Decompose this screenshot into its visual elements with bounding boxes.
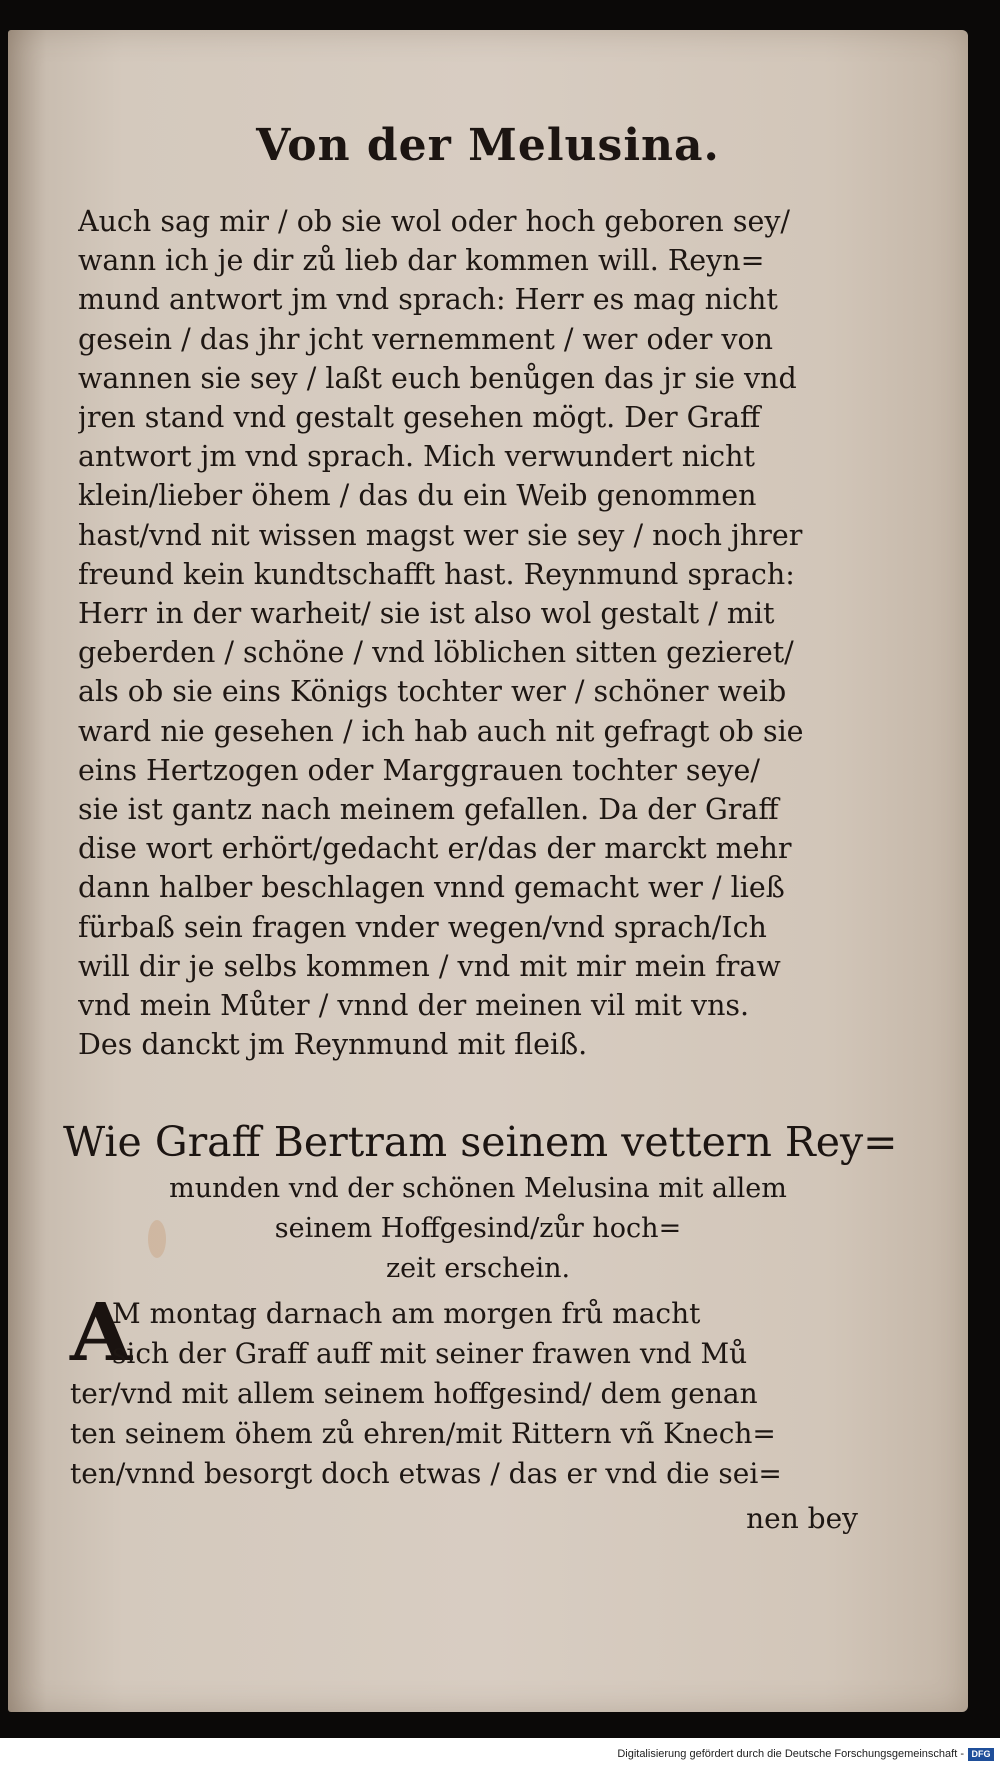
- chapter-text: [70, 1285, 878, 1494]
- text-line: dise wort erhört/gedacht er/das der marckt mehr: [78, 832, 792, 866]
- text-line: eins Hertzogen oder Marggrauen tochter seye/: [78, 753, 760, 787]
- text-line: Des danckt jm Reynmund mit fleiß.: [78, 1028, 588, 1062]
- text-line: sie ist gantz nach meinem gefallen. Da der Graff: [78, 793, 779, 827]
- text-line: jren stand vnd gestalt gesehen mögt. Der Graff: [78, 401, 761, 435]
- heading-line: zeit erschein.: [385, 1253, 571, 1284]
- text-line: Herr in der warheit/ sie ist also wol gestalt / mit: [78, 597, 775, 631]
- text-line: gesein / das jhr jcht vernemment / wer oder von: [78, 322, 774, 356]
- body-text: [78, 202, 878, 1064]
- text-line: fürbaß sein fragen vnder wegen/vnd sprach/Ich: [78, 910, 767, 944]
- text-line: sich der Graff auff mit seiner frawen vnd Mů: [112, 1337, 748, 1370]
- text-line: hast/vnd nit wissen magst wer sie sey / noch jhrer: [78, 518, 803, 552]
- heading-line: munden vnd der schönen Melusina mit allem: [169, 1173, 787, 1204]
- text-line: als ob sie eins Königs tochter wer / schöner weib: [78, 675, 787, 709]
- chapter-heading: [63, 1115, 898, 1289]
- catchword: nen bey: [746, 1502, 858, 1535]
- text-line: klein/lieber öhem / das du ein Weib genommen: [78, 479, 757, 513]
- initial-letter: A: [70, 1285, 133, 1379]
- running-title: Von der Melusina.: [256, 120, 720, 171]
- text-line: antwort jm vnd sprach. Mich verwundert nicht: [78, 440, 755, 474]
- text-line: M montag darnach am morgen frů macht: [112, 1297, 701, 1330]
- text-line: wannen sie sey / laßt euch benůgen das jr sie vnd: [78, 361, 797, 395]
- text-line: mund antwort jm vnd sprach: Herr es mag nicht: [78, 283, 778, 317]
- footer-bar: [0, 1738, 1000, 1773]
- funding-notice: Digitalisierung gefördert durch die Deutsche Forschungsgemeinschaft -: [617, 1748, 964, 1760]
- text-line: ten/vnnd besorgt doch etwas / das er vnd die sei=: [70, 1457, 782, 1490]
- text-line: wann ich je dir zů lieb dar kommen will. Reyn=: [78, 244, 765, 278]
- text-line: geberden / schöne / vnd löblichen sitten gezieret/: [78, 636, 794, 670]
- text-line: Auch sag mir / ob sie wol oder hoch geboren sey/: [78, 205, 791, 238]
- book-page: [8, 30, 968, 1712]
- text-line: will dir je selbs kommen / vnd mit mir mein fraw: [78, 949, 781, 983]
- heading-line: Wie Graff Bertram seinem vettern Rey=: [63, 1118, 898, 1166]
- text-line: ter/vnd mit allem seinem hoffgesind/ dem genan: [70, 1377, 758, 1410]
- heading-line: seinem Hoffgesind/zůr hoch=: [274, 1213, 682, 1244]
- dfg-logo: DFG: [968, 1748, 994, 1761]
- text-line: dann halber beschlagen vnnd gemacht wer / ließ: [78, 871, 785, 905]
- text-line: freund kein kundtschafft hast. Reynmund sprach:: [78, 557, 795, 591]
- text-line: vnd mein Můter / vnnd der meinen vil mit vns.: [78, 989, 750, 1023]
- text-line: ten seinem öhem zů ehren/mit Rittern vñ Knech=: [70, 1417, 776, 1450]
- text-line: ward nie gesehen / ich hab auch nit gefragt ob sie: [78, 714, 804, 748]
